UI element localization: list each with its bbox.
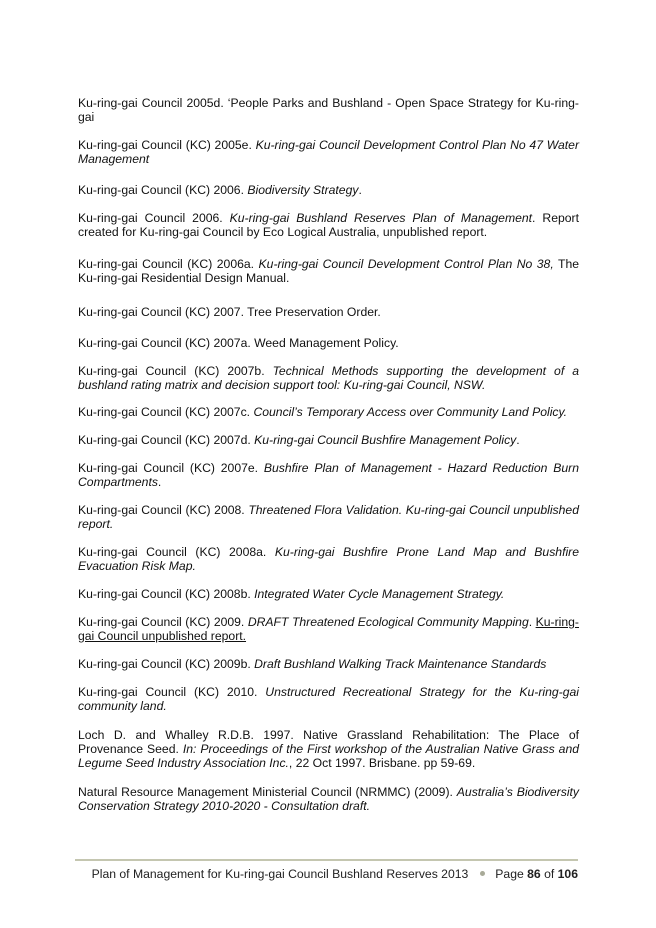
reference-tail: . Report created for Ku-ring-gai Council by Eco Logical Australia, unpublished report. (78, 211, 579, 239)
reference-entry (78, 615, 579, 643)
of-label: of (540, 867, 558, 881)
reference-title: Ku-ring-gai Bushland Reserves Plan of Management (229, 211, 533, 225)
reference-tail: . (157, 475, 162, 489)
reference-author-year: Ku-ring-gai Council 2006. (78, 211, 230, 225)
reference-tail: . (516, 433, 520, 447)
footer-divider (75, 859, 578, 861)
reference-author-year: Ku-ring-gai Council (KC) 2007. Tree Preservation Order. (78, 305, 381, 319)
reference-author-year: Natural Resource Management Ministerial Council (NRMMC) (2009). (78, 785, 457, 799)
reference-title: Ku-ring-gai Council Bushfire Management Policy (254, 433, 517, 447)
reference-author-year: Ku-ring-gai Council (KC) 2006. (78, 183, 248, 197)
footer-document-title: Plan of Management for Ku-ring-gai Council Bushland Reserves 2013 (91, 867, 469, 881)
reference-author-year: Ku-ring-gai Council 2005d. ‘People Parks and Bushland - Open Space Strategy for Ku-ring-gai (78, 96, 579, 124)
page-label: Page (495, 867, 528, 881)
reference-entry (78, 503, 579, 531)
page-footer (90, 867, 578, 881)
reference-entry (78, 305, 579, 319)
reference-author-year: Ku-ring-gai Council (KC) 2007b. (78, 364, 273, 378)
reference-entry (78, 211, 579, 239)
reference-entry (78, 785, 579, 813)
reference-title: Biodiversity Strategy (247, 183, 359, 197)
reference-title: Threatened Flora Validation. Ku-ring-gai Council unpublished report. (78, 503, 579, 531)
reference-entry (78, 728, 579, 770)
reference-author-year: Ku-ring-gai Council (KC) 2007d. (78, 433, 255, 447)
reference-tail: . (528, 615, 536, 629)
reference-underlined-note: Ku-ring-gai Council unpublished report. (78, 615, 579, 643)
reference-entry (78, 336, 579, 350)
reference-title: Draft Bushland Walking Track Maintenance Standards (254, 657, 547, 671)
reference-author-year: Ku-ring-gai Council (KC) 2008b. (78, 587, 255, 601)
reference-entry (78, 183, 579, 197)
reference-entry (78, 461, 579, 489)
reference-author-year: Ku-ring-gai Council (KC) 2009. (78, 615, 248, 629)
reference-title: Ku-ring-gai Bushfire Prone Land Map and Bushfire Evacuation Risk Map. (78, 545, 580, 573)
reference-title: Unstructured Recreational Strategy for the Ku-ring-gai community land. (78, 685, 579, 713)
reference-title: Australia’s Biodiversity Conservation Strategy 2010-2020 - Consultation draft. (78, 785, 580, 813)
reference-author-year: Ku-ring-gai Council (KC) 2007a. Weed Management Policy. (78, 336, 399, 350)
reference-entry (78, 257, 579, 285)
reference-author-year: Ku-ring-gai Council (KC) 2010. (78, 685, 266, 699)
reference-title: In: Proceedings of the First workshop of the Australian Native Grass and Legume Seed Industry Association Inc. (78, 742, 579, 770)
reference-entry (78, 138, 579, 166)
reference-entry (78, 685, 579, 713)
reference-entry (78, 657, 579, 671)
reference-tail: The Ku-ring-gai Residential Design Manual. (78, 257, 580, 285)
reference-entry (78, 545, 579, 573)
reference-author-year: Ku-ring-gai Council (KC) 2008a. (78, 545, 275, 559)
reference-author-year: Ku-ring-gai Council (KC) 2007e. (78, 461, 264, 475)
reference-entry (78, 405, 579, 419)
reference-author-year: Ku-ring-gai Council (KC) 2009b. (78, 657, 255, 671)
reference-entry (78, 587, 579, 601)
reference-tail: . (358, 183, 362, 197)
page-number: 86 (527, 867, 541, 881)
bullet-separator-icon (480, 871, 485, 876)
reference-author-year: Ku-ring-gai Council (KC) 2006a. (78, 257, 259, 271)
reference-title: Technical Methods supporting the development of a bushland rating matrix and decision support tool: Ku-ring-gai Council, NSW. (78, 364, 580, 392)
reference-title: Ku-ring-gai Council Development Control Plan No 47 Water Management (78, 138, 580, 166)
reference-title: Council’s Temporary Access over Community Land Policy. (253, 405, 568, 419)
reference-entry (78, 433, 579, 447)
reference-author-year: Ku-ring-gai Council (KC) 2008. (78, 503, 249, 517)
reference-entry (78, 364, 579, 392)
reference-tail: , 22 Oct 1997. Brisbane. pp 59-69. (288, 756, 476, 770)
reference-author-year: Ku-ring-gai Council (KC) 2007c. (78, 405, 254, 419)
total-pages: 106 (557, 867, 578, 881)
reference-author-year: Loch D. and Whalley R.D.B. 1997. Native Grassland Rehabilitation: The Place of Provenance Seed. (78, 728, 579, 756)
reference-entry (78, 96, 579, 124)
reference-title: Ku-ring-gai Council Development Control Plan No 38, (258, 257, 554, 271)
reference-title: DRAFT Threatened Ecological Community Mapping (247, 615, 529, 629)
reference-title: Bushfire Plan of Management - Hazard Reduction Burn Compartments (78, 461, 580, 489)
reference-author-year: Ku-ring-gai Council (KC) 2005e. (78, 138, 256, 152)
reference-title: Integrated Water Cycle Management Strategy. (254, 587, 505, 601)
